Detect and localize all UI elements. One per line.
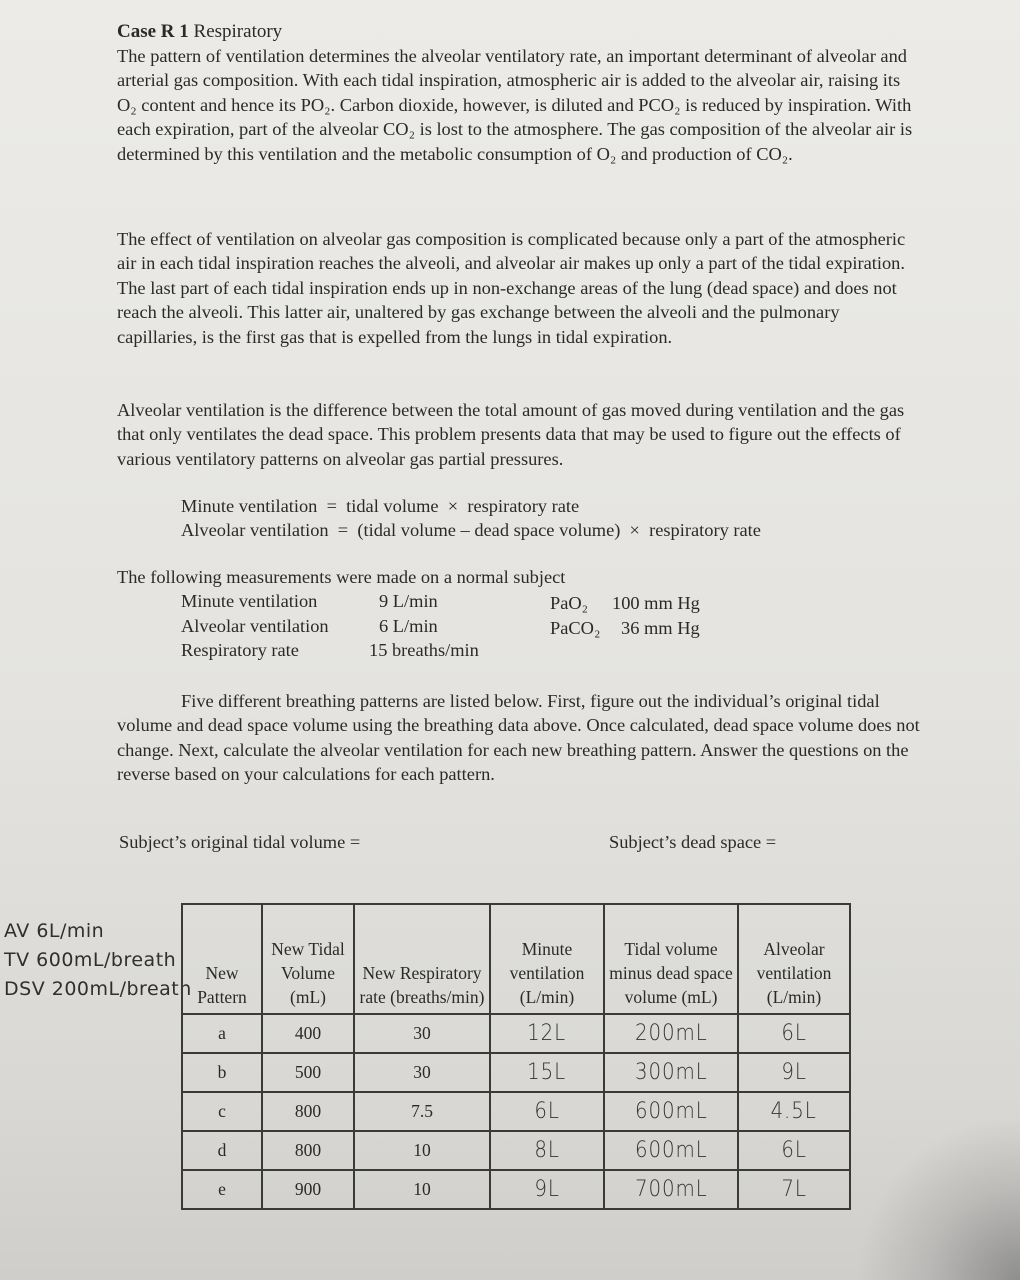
dead-space-label: Subject’s dead space =	[609, 832, 777, 852]
respiratory-rate-cell: 30	[354, 1014, 490, 1053]
table-header-row	[182, 904, 850, 1014]
pao2-label: PaO₂	[550, 593, 589, 613]
case-topic: Respiratory	[188, 21, 283, 42]
dead-space-paragraph: The effect of ventilation on alveolar gas composition is complicated because only a part of the atmospheric air in each tidal inspiration reaches the alveoli, and alveolar air makes up only a part of the tidal expiration. The last part of each tidal inspiration ends up in non-exchange areas of the lung (dead space) and does not reach the alveoli. This latter air, unaltered by gas exchange between the alveoli and the pulmonary capillaries, is the first gas that is expelled from the lungs in tidal expiration.	[117, 229, 906, 347]
handwritten-answer: 600mL	[634, 1099, 708, 1124]
handwritten-answer: 6L	[781, 1021, 807, 1046]
table-row	[182, 1014, 850, 1053]
handwritten-note-tv: TV 600mL/breath	[4, 949, 177, 971]
minute-ventilation-cell[interactable]	[490, 1053, 604, 1092]
alveolar-ventilation-paragraph: Alveolar ventilation is the difference between the total amount of gas moved during ventilation and the gas that only ventilates the dead space. This problem presents data that may be used to figure out the effects of various ventilatory patterns on alveolar gas partial pressures.	[117, 400, 905, 469]
header-alveolar-ventilation: Alveolar ventilation (L/min)	[738, 904, 850, 1014]
pattern-cell: d	[182, 1131, 262, 1170]
breathing-patterns-table	[181, 903, 851, 1210]
handwritten-answer: 200mL	[634, 1021, 708, 1046]
pao2-value: 100 mm Hg	[612, 593, 700, 613]
minute-ventilation-cell[interactable]	[490, 1170, 604, 1209]
header-minute-ventilation: Minute ventilation (L/min)	[490, 904, 604, 1014]
minute-ventilation-label: Minute ventilation	[181, 591, 318, 611]
respiratory-rate-value: 15 breaths/min	[369, 640, 479, 660]
tidal-minus-dead-space-cell[interactable]	[604, 1053, 738, 1092]
tidal-minus-dead-space-cell[interactable]	[604, 1131, 738, 1170]
header-new-respiratory-rate: New Respiratory rate (breaths/min)	[354, 904, 490, 1014]
header-tidal-minus-dead-space: Tidal volume minus dead space volume (mL)	[604, 904, 738, 1014]
measurements-intro: The following measurements were made on a normal subject	[117, 567, 566, 587]
handwritten-answer: 300mL	[634, 1060, 708, 1085]
handwritten-note-dsv: DSV 200mL/breath	[4, 978, 192, 1000]
handwritten-note-av: AV 6L/min	[4, 920, 105, 942]
table-row	[182, 1131, 850, 1170]
original-tidal-volume-label: Subject’s original tidal volume =	[119, 832, 361, 852]
header-new-tidal-volume: New Tidal Volume (mL)	[262, 904, 354, 1014]
handwritten-answer: 8L	[534, 1138, 560, 1163]
alveolar-ventilation-cell[interactable]	[738, 1092, 850, 1131]
handwritten-answer: 700mL	[634, 1177, 708, 1202]
alveolar-ventilation-cell[interactable]	[738, 1053, 850, 1092]
handwritten-answer: 9L	[781, 1060, 807, 1085]
handwritten-answer: 12L	[527, 1021, 567, 1046]
handwritten-answer: 6L	[534, 1099, 560, 1124]
alveolar-ventilation-value: 6 L/min	[379, 616, 438, 636]
respiratory-rate-label: Respiratory rate	[181, 640, 299, 660]
handwritten-answer: 7L	[781, 1177, 807, 1202]
case-number: Case R 1	[117, 21, 189, 42]
handwritten-answer: 15L	[527, 1060, 567, 1085]
tidal-volume-cell: 400	[262, 1014, 354, 1053]
respiratory-rate-cell: 30	[354, 1053, 490, 1092]
table-row	[182, 1092, 850, 1131]
paco2-value: 36 mm Hg	[621, 618, 700, 638]
tidal-volume-cell: 900	[262, 1170, 354, 1209]
intro-paragraph: The pattern of ventilation determines the alveolar ventilatory rate, an important determinant of alveolar and arterial gas composition. With each tidal inspiration, atmospheric air is added to the alveolar air, raising its O₂ content and hence its PO₂. Carbon dioxide, however, is diluted and PCO₂ is reduced by inspiration. With each expiration, part of the alveolar CO₂ is lost to the atmosphere. The gas composition of the alveolar air is determined by this ventilation and the metabolic consumption of O₂ and production of CO₂.	[117, 46, 913, 164]
header-new-pattern: New Pattern	[182, 904, 262, 1014]
minute-ventilation-formula: Minute ventilation = tidal volume × respiratory rate	[181, 496, 580, 516]
tidal-volume-cell: 500	[262, 1053, 354, 1092]
pattern-cell: e	[182, 1170, 262, 1209]
tidal-volume-cell: 800	[262, 1131, 354, 1170]
handwritten-answer: 9L	[534, 1177, 560, 1202]
handwritten-answer: 6L	[781, 1138, 807, 1163]
minute-ventilation-cell[interactable]	[490, 1092, 604, 1131]
case-title	[117, 21, 282, 43]
tidal-minus-dead-space-cell[interactable]	[604, 1092, 738, 1131]
respiratory-rate-cell: 10	[354, 1170, 490, 1209]
handwritten-answer: 600mL	[634, 1138, 708, 1163]
tidal-minus-dead-space-cell[interactable]	[604, 1170, 738, 1209]
page-shadow	[850, 1120, 1020, 1280]
alveolar-ventilation-cell[interactable]	[738, 1131, 850, 1170]
tidal-minus-dead-space-cell[interactable]	[604, 1014, 738, 1053]
alveolar-ventilation-cell[interactable]	[738, 1170, 850, 1209]
table-row	[182, 1170, 850, 1209]
respiratory-rate-cell: 10	[354, 1131, 490, 1170]
pattern-cell: a	[182, 1014, 262, 1053]
alveolar-ventilation-formula: Alveolar ventilation = (tidal volume – dead space volume) × respiratory rate	[181, 520, 761, 540]
handwritten-answer: 4.5L	[770, 1099, 818, 1124]
minute-ventilation-cell[interactable]	[490, 1014, 604, 1053]
alveolar-ventilation-cell[interactable]	[738, 1014, 850, 1053]
pattern-cell: b	[182, 1053, 262, 1092]
instructions-paragraph: Five different breathing patterns are listed below. First, figure out the individual’s original tidal volume and dead space volume using the breathing data above. Once calculated, dead space volume does not change. Next, calculate the alveolar ventilation for each new breathing pattern. Answer the questions on the reverse based on your calculations for each pattern.	[117, 691, 920, 785]
respiratory-rate-cell: 7.5	[354, 1092, 490, 1131]
paco2-label: PaCO₂	[550, 618, 601, 638]
minute-ventilation-value: 9 L/min	[379, 591, 438, 611]
tidal-volume-cell: 800	[262, 1092, 354, 1131]
alveolar-ventilation-label: Alveolar ventilation	[181, 616, 329, 636]
minute-ventilation-cell[interactable]	[490, 1131, 604, 1170]
pattern-cell: c	[182, 1092, 262, 1131]
table-row	[182, 1053, 850, 1092]
